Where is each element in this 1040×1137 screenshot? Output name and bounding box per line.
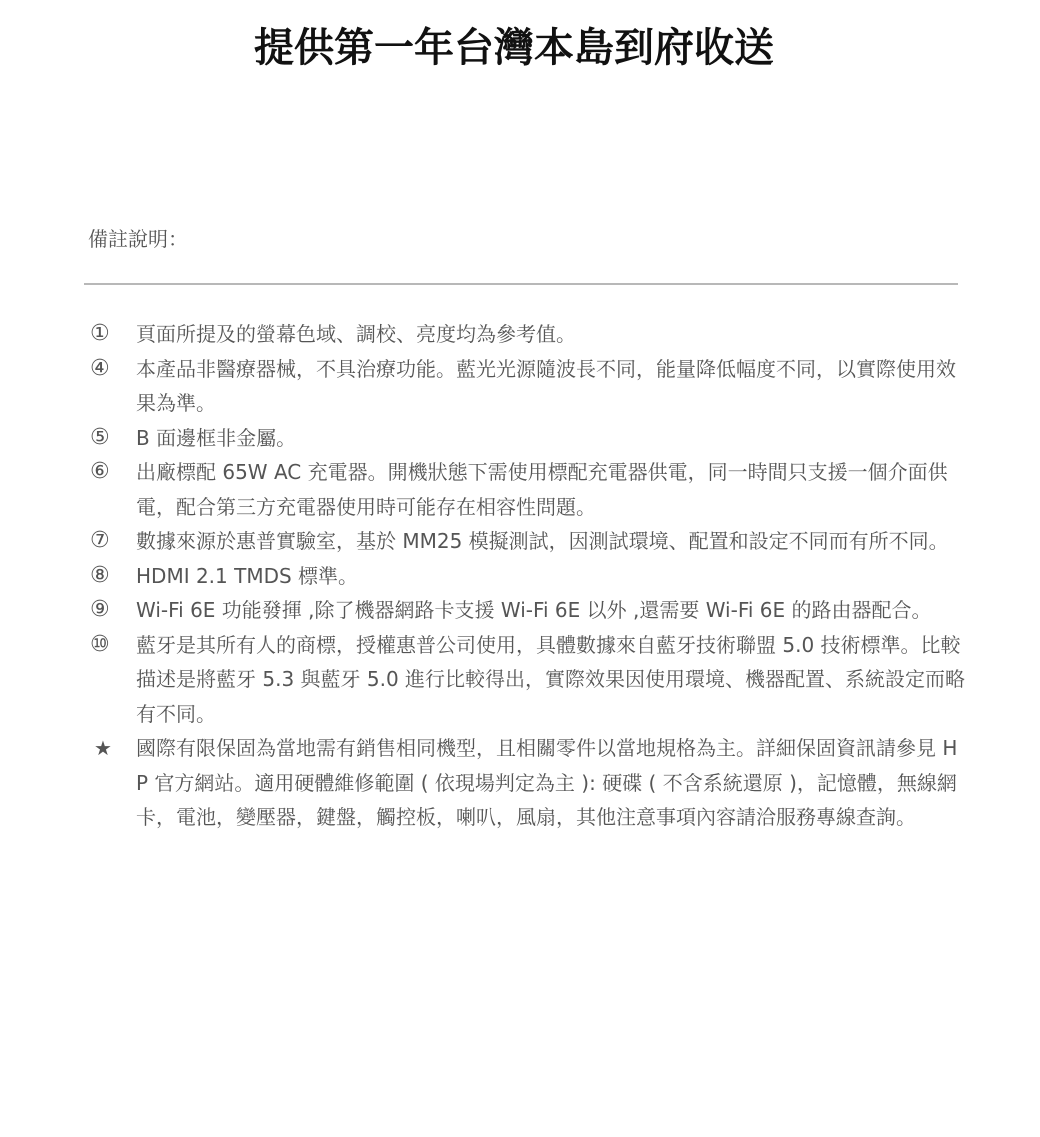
note-text: 本產品非醫療器械，不具治療功能。藍光光源隨波長不同，能量降低幅度不同，以實際使用效果為準。 bbox=[136, 356, 956, 415]
note-item bbox=[88, 455, 988, 524]
note-item bbox=[88, 628, 988, 732]
note-item bbox=[88, 731, 988, 835]
note-marker: ⑦ bbox=[90, 528, 110, 553]
note-marker: ① bbox=[90, 321, 110, 346]
star-icon: ★ bbox=[94, 736, 112, 760]
note-marker: ⑧ bbox=[90, 562, 110, 588]
note-text: 藍牙是其所有人的商標，授權惠普公司使用，具體數據來自藍牙技術聯盟 5.0 技術標準。比較描述是將藍牙 5.3 與藍牙 5.0 進行比較得出，實際效果因使用環境、機器配置、系統設定而略有不同。 bbox=[136, 632, 966, 726]
note-text: 出廠標配 65W AC 充電器。開機狀態下需使用標配充電器供電，同一時間只支援一個介面供電，配合第三方充電器使用時可能存在相容性問題。 bbox=[136, 460, 948, 519]
note-item bbox=[88, 352, 988, 421]
note-text: Wi-Fi 6E 功能發揮 ,除了機器網路卡支援 Wi-Fi 6E 以外 ,還需要 Wi-Fi 6E 的路由器配合。 bbox=[136, 598, 932, 622]
note-item bbox=[88, 559, 988, 594]
notes-list bbox=[88, 317, 988, 835]
note-item bbox=[88, 593, 988, 628]
note-item bbox=[88, 317, 988, 352]
note-marker: ⑤ bbox=[90, 424, 110, 450]
page-title: 提供第一年台灣本島到府收送 bbox=[254, 25, 774, 71]
note-item bbox=[88, 524, 988, 559]
note-text: 數據來源於惠普實驗室，基於 MM25 模擬測試，因測試環境、配置和設定不同而有所不同。 bbox=[136, 529, 949, 553]
note-marker: ④ bbox=[90, 355, 110, 381]
note-text: B 面邊框非金屬。 bbox=[136, 425, 297, 450]
note-text: HDMI 2.1 TMDS 標準。 bbox=[136, 563, 359, 588]
note-marker: ⑥ bbox=[90, 459, 110, 484]
note-text: 頁面所提及的螢幕色域、調校、亮度均為參考值。 bbox=[136, 322, 576, 346]
divider bbox=[84, 283, 958, 285]
note-marker: ⑩ bbox=[90, 631, 110, 657]
note-item bbox=[88, 421, 988, 456]
note-text: 國際有限保固為當地需有銷售相同機型，且相關零件以當地規格為主。詳細保固資訊請參見 HP 官方網站。適用硬體維修範圍 ( 依現場判定為主 ): 硬碟 ( 不含系統還原 )，記憶體，無線網卡，電池，變壓器，鍵盤，觸控板，喇叭，風扇，其他注意事項內容請洽服務專線查詢。 bbox=[136, 736, 958, 829]
notes-heading: 備註說明： bbox=[88, 227, 188, 251]
note-marker: ⑨ bbox=[90, 597, 110, 622]
